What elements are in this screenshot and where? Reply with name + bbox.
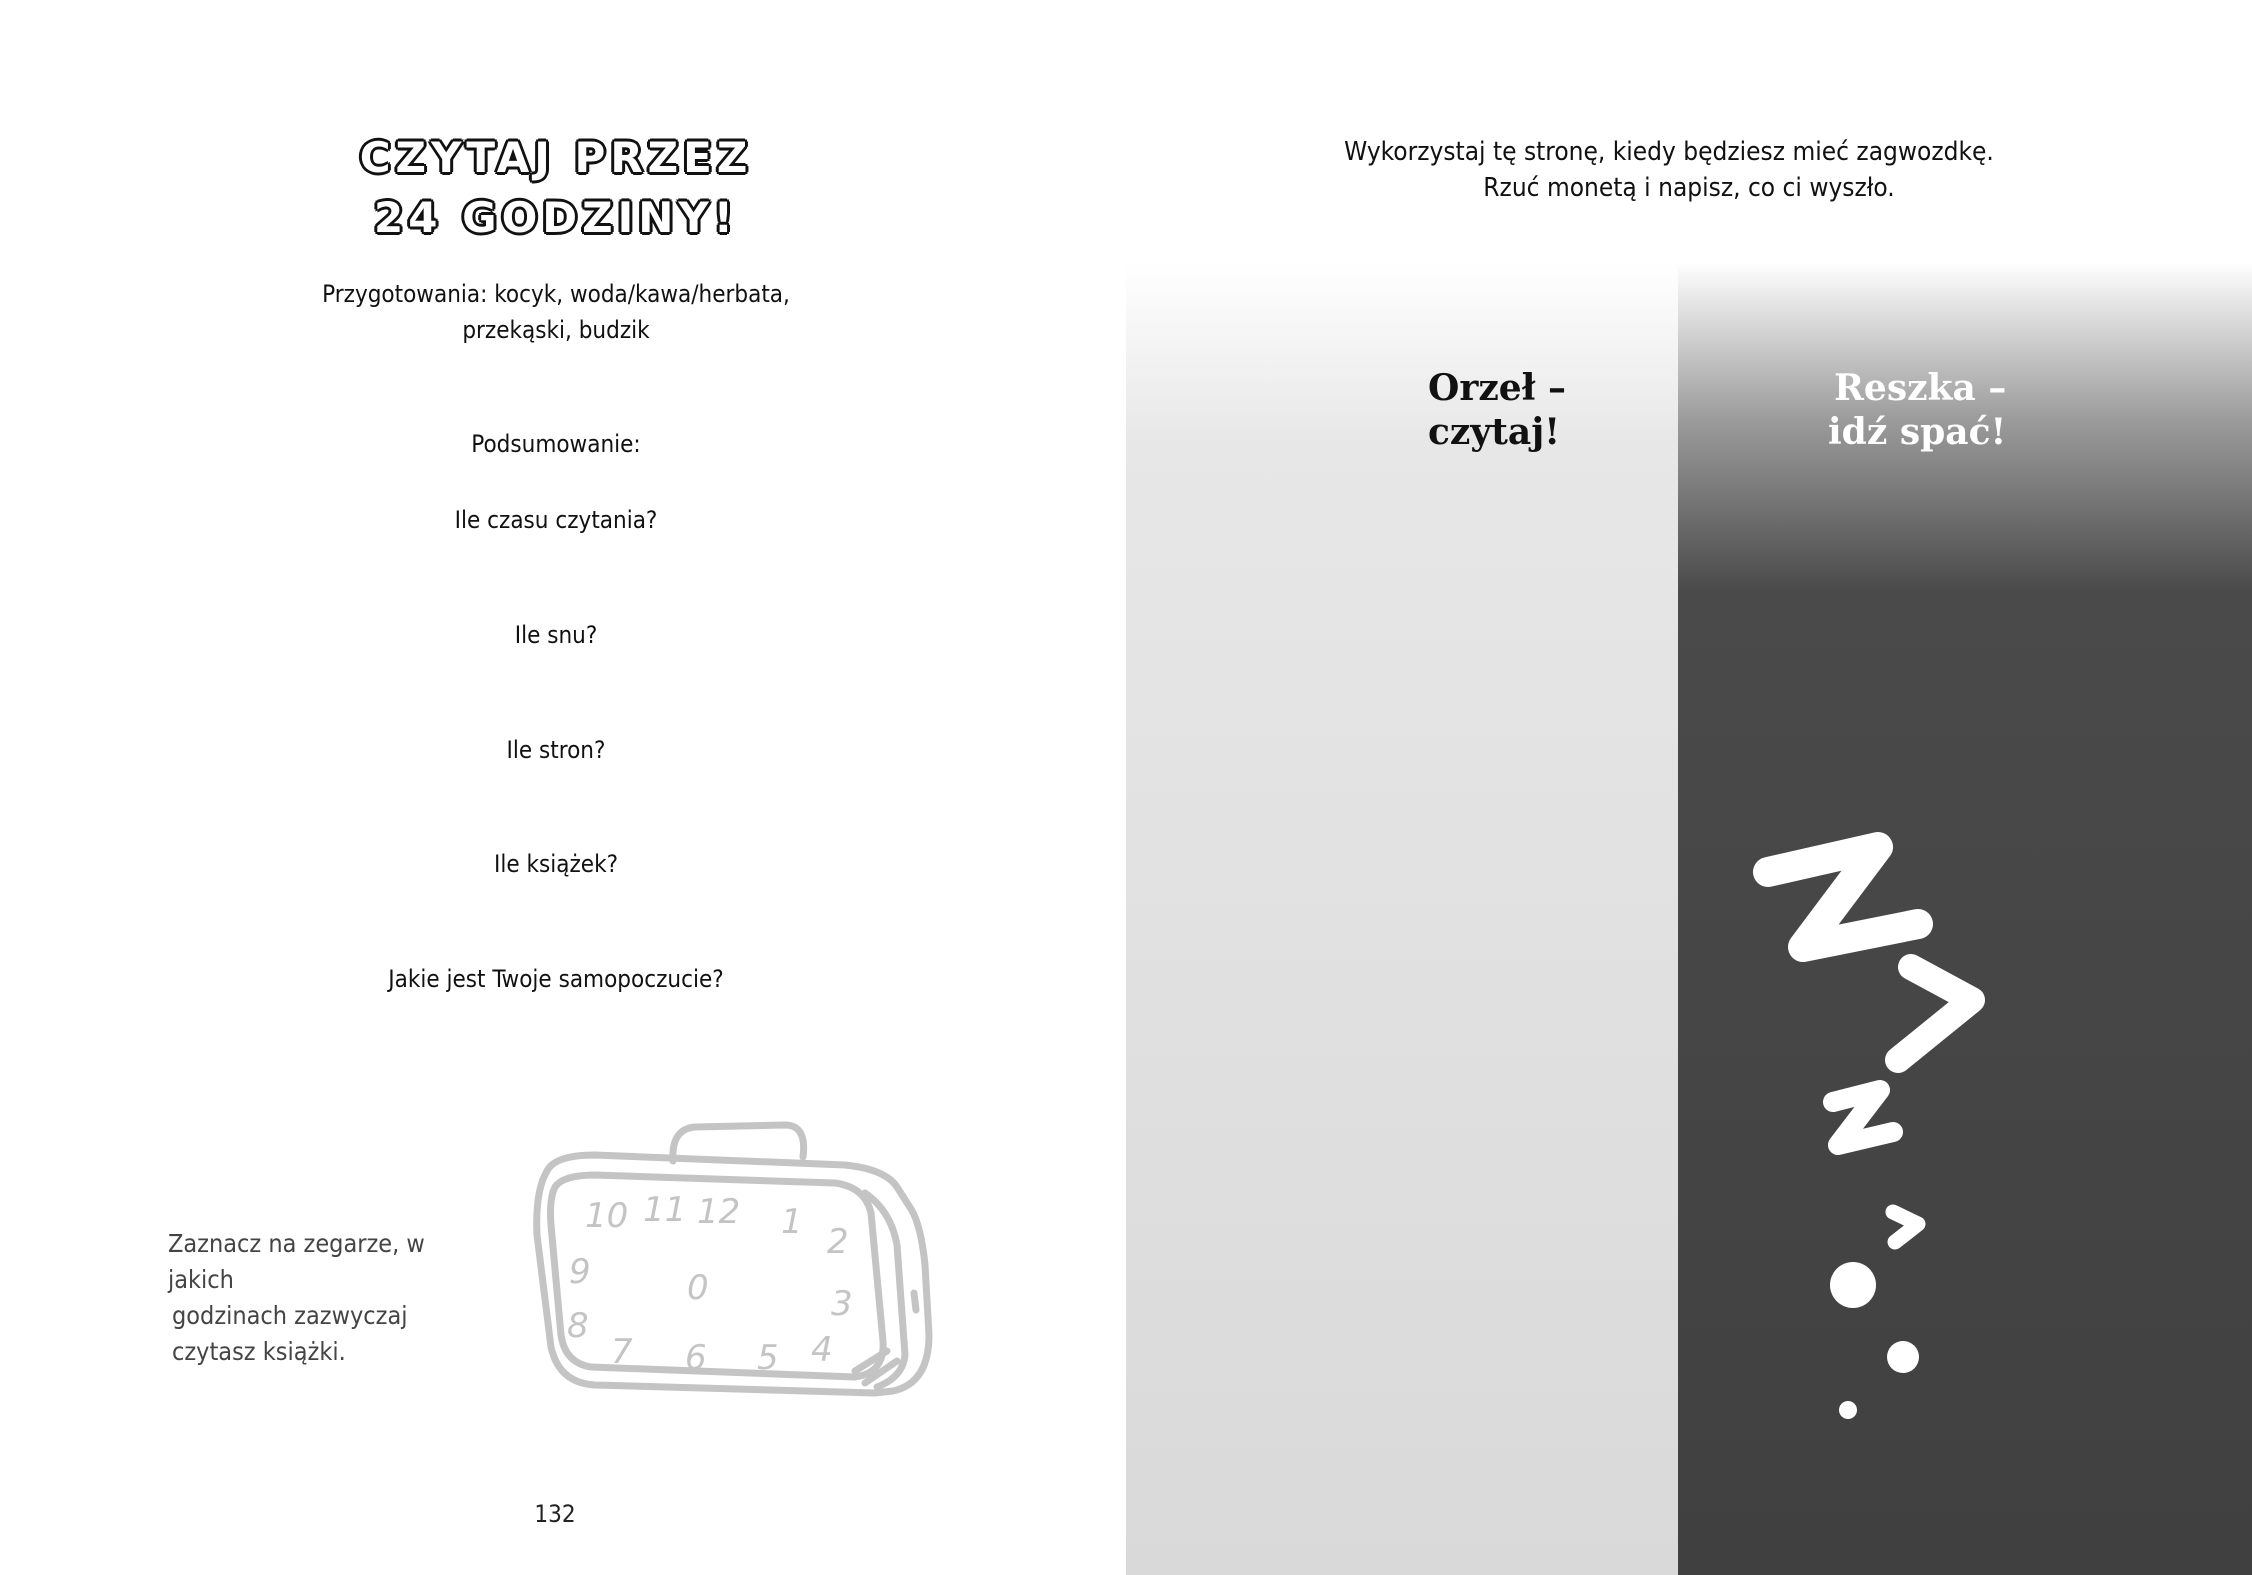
clock-number-4: 4 [811,1330,833,1370]
preparations-line-1: Przygotowania: kocyk, woda/kawa/herbata, [322,280,790,308]
tails-label-line-1: Reszka – [1834,367,2007,409]
alarm-clock-icon [525,1115,950,1415]
question-reading-time: Ile czasu czytania? [454,506,658,534]
clock-number-7: 7 [611,1332,633,1372]
clock-number-3: 3 [831,1284,853,1324]
title-line-1: CZYTAJ PRZEZ [359,133,753,182]
clock-number-12: 12 [697,1192,741,1232]
preparations-line-2: przekąski, budzik [462,316,650,344]
clock-instruction-line-1: Zaznacz na zegarze, w jakich [168,1229,425,1294]
clock-number-8: 8 [567,1306,589,1346]
instructions-line-1: Wykorzystaj tę stronę, kiedy będziesz mieć zagwozdkę. [1344,137,1994,167]
clock-number-5: 5 [757,1338,779,1378]
tails-column [1678,262,2252,1575]
clock-number-0: 0 [687,1268,709,1308]
instructions-line-2: Rzuć monetą i napisz, co ci wyszło. [1483,173,1895,203]
heads-label [1428,366,1566,454]
zzz-sleep-icon [1738,562,1998,1482]
page-title [0,128,1112,248]
heads-label-line-1: Orzeł – [1428,367,1567,409]
title-line-2: 24 GODZINY! [374,193,738,242]
clock-number-9: 9 [569,1252,591,1292]
clock-number-10: 10 [585,1196,629,1236]
clock-instruction-line-3: czytasz książki. [172,1337,346,1366]
clock-instruction-line-2: godzinach zazwyczaj [172,1301,408,1330]
clock-number-6: 6 [685,1338,707,1378]
tails-label-line-2: idź spać! [1828,411,2007,453]
question-books: Ile książek? [493,850,619,878]
heads-label-line-2: czytaj! [1428,411,1561,453]
question-sleep: Ile snu? [514,621,598,649]
summary-label: Podsumowanie: [471,430,641,458]
clock-instruction [168,1226,488,1370]
question-pages: Ile stron? [506,736,606,764]
clock-number-11: 11 [643,1190,687,1230]
question-wellbeing: Jakie jest Twoje samopoczucie? [388,965,724,993]
coin-instructions [1126,134,2252,206]
clock-number-2: 2 [827,1222,849,1262]
tails-label [1828,366,2006,454]
clock-number-1: 1 [781,1202,803,1242]
preparations-text [0,276,1112,348]
heads-column [1126,262,1678,1575]
page-number: 132 [534,1500,576,1528]
right-page [1126,0,2252,1575]
